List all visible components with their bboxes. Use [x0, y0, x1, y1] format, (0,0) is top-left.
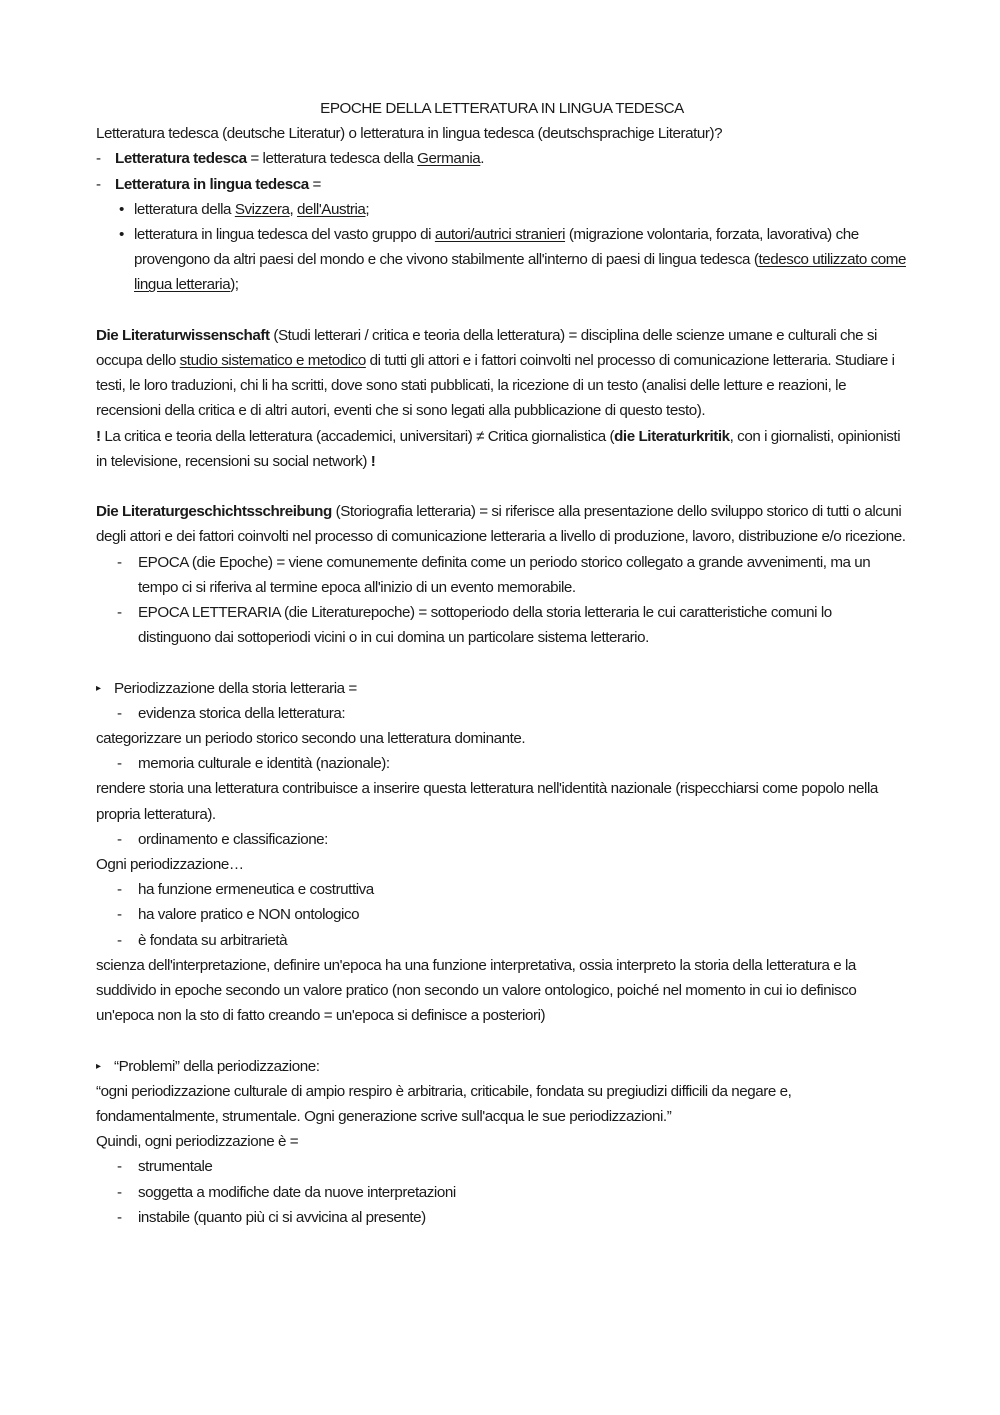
body-text: Ogni periodizzazione… [96, 856, 244, 874]
triangle-bullet-icon: ▸ [96, 682, 101, 694]
underlined-text: dell'Austria [297, 200, 366, 218]
term: Letteratura in lingua tedesca [115, 175, 309, 193]
bullet-marker: • [119, 200, 124, 218]
underlined-text: autori/autrici stranieri [434, 226, 566, 244]
dash-marker: - [117, 704, 122, 722]
dash-marker: - [117, 881, 122, 899]
list-item: - Letteratura tedesca = letteratura tedesca della Germania. [96, 146, 908, 171]
term: Letteratura tedesca [115, 150, 247, 168]
body-text: Quindi, ogni periodizzazione è = [96, 1133, 299, 1151]
quote-text: “ogni periodizzazione culturale di ampio respiro è arbitraria, criticabile, fondata su pregiudizi difficili da negare e, fondamentalmente, strumentale. Ogni generazione scrive sull'acqua le sue periodizzazioni.” [96, 1082, 792, 1126]
dash-marker: - [96, 150, 101, 168]
list-item: - evidenza storica della letteratura: [96, 701, 908, 726]
term: Die Literaturwissenschaft [96, 326, 270, 344]
triangle-bullet-icon: ▸ [96, 1060, 101, 1072]
list-item: - strumentale [96, 1154, 908, 1179]
exclamation-mark: ! [96, 427, 101, 445]
term: Die Literaturgeschichtsschreibung [96, 503, 332, 521]
literaturwissenschaft-paragraph: Die Literaturwissenschaft (Studi letterari / critica e teoria della letteratura) = disciplina delle scienze umane e culturali che si occupa dello studio sistematico e metodico di tutti gli attori e i fattori coinvolti nel processo di comunicazione letteraria. Studiare i testi, le loro traduzioni, chi li ha scritti, dove sono stati pubblicati, la ricezione di un testo (analisi delle letture e reazioni, le recensioni della critica e di altri autori, eventi che si sono legati alla pubblicazione di questo testo). [96, 326, 895, 420]
dash-marker: - [117, 1208, 122, 1226]
note-paragraph: ! La critica e teoria della letteratura (accademici, universitari) ≠ Critica giornalistica (die Literaturkritik, con i giornalisti, opinionisti in televisione, recensioni su social network) ! [96, 427, 901, 470]
dash-marker: - [117, 604, 122, 622]
list-item: - instabile (quanto più ci si avvicina al presente) [96, 1205, 908, 1230]
underlined-text: Germania [417, 150, 481, 168]
list-item: - EPOCA (die Epoche) = viene comunemente definita come un periodo storico collegato a grande avvenimenti, ma un tempo ci si riferiva al termine epoca all'inizio di un evento memorabile. [96, 550, 908, 600]
list-item: - memoria culturale e identità (nazionale): [96, 751, 908, 776]
dash-marker: - [117, 1183, 122, 1201]
term: die Literaturkritik [614, 427, 730, 445]
list-item: • letteratura in lingua tedesca del vasto gruppo di autori/autrici stranieri (migrazione volontaria, forzata, lavorativa) che provengono da altri paesi del mondo e che vivono stabilmente all'interno di paesi di lingua tedesca (tedesco utilizzato come lingua letteraria); [96, 222, 908, 298]
bullet-marker: • [119, 226, 124, 244]
dash-marker: - [117, 755, 122, 773]
list-item: - ha valore pratico e NON ontologico [96, 902, 908, 927]
body-text: scienza dell'interpretazione, definire un'epoca ha una funzione interpretativa, ossia interpreto la storia della letteratura e la suddivido in epoche secondo un valore pratico (non secondo un valore ontologico, poiché nel momento in cui io definisco un'epoca non la sto di fatto creando = un'epoca si definisce a posteriori) [96, 956, 857, 1025]
list-item: - soggetta a modifiche date da nuove interpretazioni [96, 1180, 908, 1205]
dash-marker: - [117, 553, 122, 571]
dash-marker: - [117, 830, 122, 848]
section-heading: ▸ “Problemi” della periodizzazione: [96, 1054, 908, 1079]
section-heading: ▸ Periodizzazione della storia letteraria = [96, 676, 908, 701]
intro-paragraph: Letteratura tedesca (deutsche Literatur) o letteratura in lingua tedesca (deutschsprachige Literatur)? [96, 125, 723, 143]
underlined-text: tedesco utilizzato come lingua letteraria [134, 251, 906, 294]
document-title: EPOCHE DELLA LETTERATURA IN LINGUA TEDESCA [320, 100, 684, 117]
underlined-text: studio sistematico e metodico [179, 352, 366, 370]
exclamation-mark: ! [370, 452, 376, 470]
list-item: - ordinamento e classificazione: [96, 827, 908, 852]
dash-marker: - [117, 906, 122, 924]
body-text: rendere storia una letteratura contribuisce a inserire questa letteratura nell'identità nazionale (rispecchiarsi come popolo nella propria letteratura). [96, 780, 878, 823]
list-item: - Letteratura in lingua tedesca = [96, 172, 908, 197]
dash-marker: - [117, 931, 122, 949]
list-item: - ha funzione ermeneutica e costruttiva [96, 877, 908, 902]
list-item: - EPOCA LETTERARIA (die Literaturepoche) = sottoperiodo della storia letteraria le cui caratteristiche comuni lo distinguono dai sottoperiodi vicini o in cui domina un particolare sistema letterario. [96, 600, 908, 650]
list-item: • letteratura della Svizzera, dell'Austria; [96, 197, 908, 222]
body-text: categorizzare un periodo storico secondo una letteratura dominante. [96, 730, 526, 748]
literaturgeschichtsschreibung-paragraph: Die Literaturgeschichtsschreibung (Storiografia letteraria) = si riferisce alla presentazione dello sviluppo storico di tutti o alcuni degli attori e dei fattori coinvolti nel processo di comunicazione letteraria a livello di produzione, lavoro, distribuzione e/o ricezione. [96, 503, 906, 546]
document-page [96, 96, 908, 1230]
underlined-text: Svizzera [234, 200, 290, 218]
dash-marker: - [117, 1158, 122, 1176]
list-item: - è fondata su arbitrarietà [96, 928, 908, 953]
dash-marker: - [96, 175, 101, 193]
